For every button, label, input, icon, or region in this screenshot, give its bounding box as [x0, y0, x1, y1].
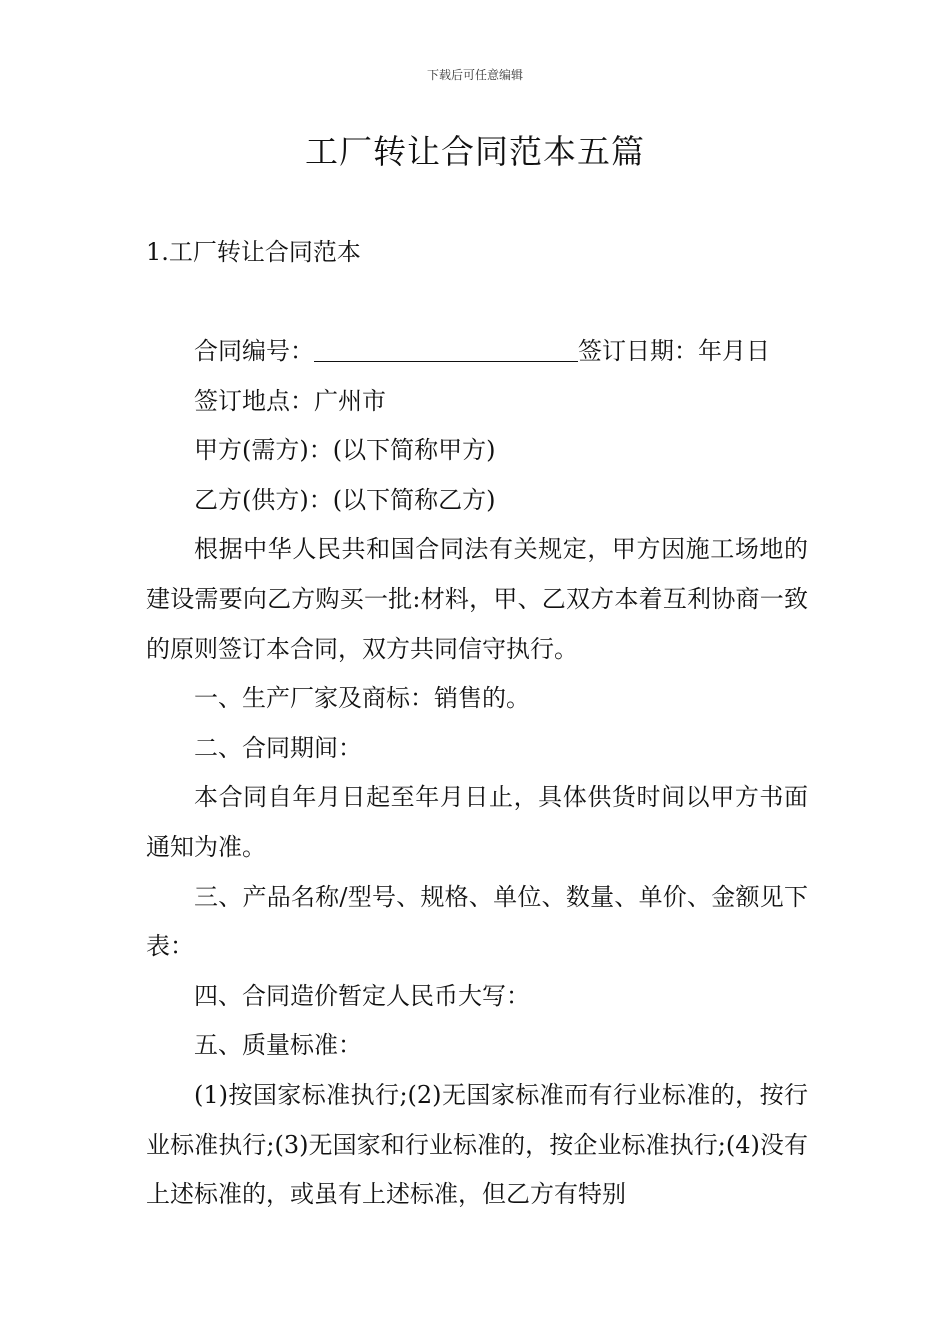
paragraph: 五、质量标准：	[194, 1031, 362, 1060]
paragraph: 一、生产厂家及商标：销售的。	[194, 684, 530, 713]
paragraph: 根据中华人民共和国合同法有关规定，甲方因施工场地的建设需要向乙方购买一批:材料，甲、乙双方本着互利协商一致的原则签订本合同，双方共同信守执行。	[146, 535, 808, 663]
paragraph: 甲方(需方)：(以下简称甲方)	[194, 436, 496, 465]
contract-number-label: 合同编号：	[194, 337, 314, 365]
paragraph: 二、合同期间：	[194, 733, 362, 762]
header-note: 下载后可任意编辑	[426, 68, 523, 82]
signing-date-label: 签订日期：年月日	[578, 337, 770, 365]
contract-number-blank	[314, 337, 578, 362]
paragraph: 签订地点：广州市	[194, 386, 386, 415]
section-heading: 1.工厂转让合同范本	[146, 238, 361, 266]
paragraph: 乙方(供方)：(以下简称乙方)	[194, 485, 496, 514]
paragraph: (1)按国家标准执行;(2)无国家标准而有行业标准的，按行业标准执行;(3)无国家和行业标准的，按企业标准执行;(4)没有上述标准的，或虽有上述标准，但乙方有特别	[146, 1080, 808, 1209]
document-title: 工厂转让合同范本五篇	[305, 132, 645, 171]
document-body	[146, 327, 808, 1220]
contract-number-line	[146, 327, 808, 377]
paragraph: 本合同自年月日起至年月日止，具体供货时间以甲方书面通知为准。	[146, 783, 808, 861]
paragraph: 三、产品名称/型号、规格、单位、数量、单价、金额见下表：	[146, 882, 808, 961]
paragraph: 四、合同造价暂定人民币大写：	[194, 981, 530, 1010]
